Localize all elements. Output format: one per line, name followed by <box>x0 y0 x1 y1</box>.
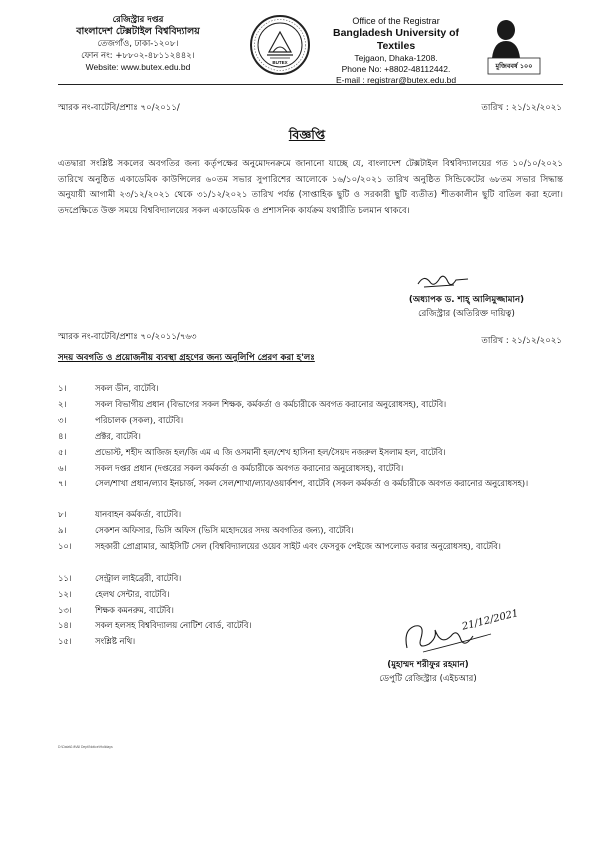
mujib-borsho-emblem <box>482 14 544 76</box>
memo-date-1: তারিখ : ২১/১২/২০২১ <box>481 103 562 113</box>
memo-ref-2: স্মারক নং-বাটেবি/প্রশাঃ ৭০/২০১১/৭৬৩ <box>58 332 197 342</box>
signature-date: 21/12/2021 <box>461 608 520 633</box>
signatory-2-name: (মুহাম্মদ শরীফুর রহমান) <box>387 660 469 670</box>
header-address-en: Tejgaon, Dhaka-1208. <box>354 53 438 63</box>
signatory-1-name: (অধ্যাপক ড. শাহ্ আলিমুজ্জামান) <box>408 295 525 305</box>
notice-title: বিজ্ঞপ্তি <box>288 127 326 142</box>
seal-icon <box>249 14 311 76</box>
header-email: E-mail : registrar@butex.edu.bd <box>335 75 457 85</box>
header-phone-en: Phone No: +8802-48112442. <box>341 64 451 74</box>
header-right-block <box>320 16 472 86</box>
header-university-en: Bangladesh University of Textiles <box>332 27 460 52</box>
signature-deputy-registrar <box>395 606 525 666</box>
header-address-bn: তেজগাঁও, ঢাকা-১২০৮। <box>97 39 179 49</box>
footer-file-path: D:\Data\0-ft\All Dept\Notice\Holidays <box>58 745 113 749</box>
logo-label: BUTEX <box>272 60 288 65</box>
mujib-borsho-caption: মুজিববর্ষ ১০০ <box>495 62 533 70</box>
header-divider <box>58 84 563 85</box>
header-phone-bn: ফোন নং: +৮৮০২-৪৮১১২৪৪২। <box>81 51 195 61</box>
memo-ref-1: স্মারক নং-বাটেবি/প্রশাঃ ৭০/২০১১/ <box>58 103 180 113</box>
header-left-block <box>58 14 218 73</box>
header-university-bn: বাংলাদেশ টেক্সটাইল বিশ্ববিদ্যালয় <box>76 26 200 37</box>
signatory-2-title: ডেপুটি রেজিস্ট্রার (এইচআর) <box>379 674 477 684</box>
copy-heading: সদয় অবগতি ও প্রয়োজনীয় ব্যবস্থা গ্রহণের জন্য অনুলিপি প্রেরণ করা হ'লঃ <box>58 353 315 363</box>
signature-registrar <box>410 270 490 292</box>
university-logo <box>249 14 311 76</box>
header-office-en: Office of the Registrar <box>352 16 440 26</box>
header-office-bn: রেজিস্ট্রার দপ্তর <box>112 15 164 25</box>
memo-date-2: তারিখ : ২১/১২/২০২১ <box>481 336 562 346</box>
handwritten-signature-icon <box>410 270 490 292</box>
header-website: Website: www.butex.edu.bd <box>85 62 191 72</box>
notice-body: এতদ্বারা সংশ্লিষ্ট সকলের অবগতির জন্য কর্তৃপক্ষের অনুমোদনক্রমে জানানো যাচ্ছে যে, বাংলাদেশ টেক্সটাইল বিশ্ববিদ্যালয়ের গত ১০/১০/২০২১ তারিখে অনুষ্ঠিত একাডেমিক কাউন্সিলের ৬০তম সভার সুপারিশের আলোকে ১৬/১০/২০২১ তারিখ অনুষ্ঠিত সিন্ডিকেটের ৬৮তম সভার সিদ্ধান্ত অনুযায়ী আগামী ২৩/১২/২০২১ থেকে ৩১/১২/২০২১ তারিখ পর্যন্ত (সাপ্তাহিক ছুটি ও সরকারী ছুটি ব্যতীত) শীতকালীন ছুটি বাতিল করা হলো। তদপ্রেক্ষিতে উক্ত সময়ে বিশ্ববিদ্যালয়ের সকল একাডেমিক ও প্রশাসনিক কার্যক্রম যথারীতি চলমান থাকবে। <box>58 159 563 216</box>
signatory-1-title: রেজিস্ট্রার (অতিরিক্ত দায়িত্ব) <box>418 309 515 319</box>
